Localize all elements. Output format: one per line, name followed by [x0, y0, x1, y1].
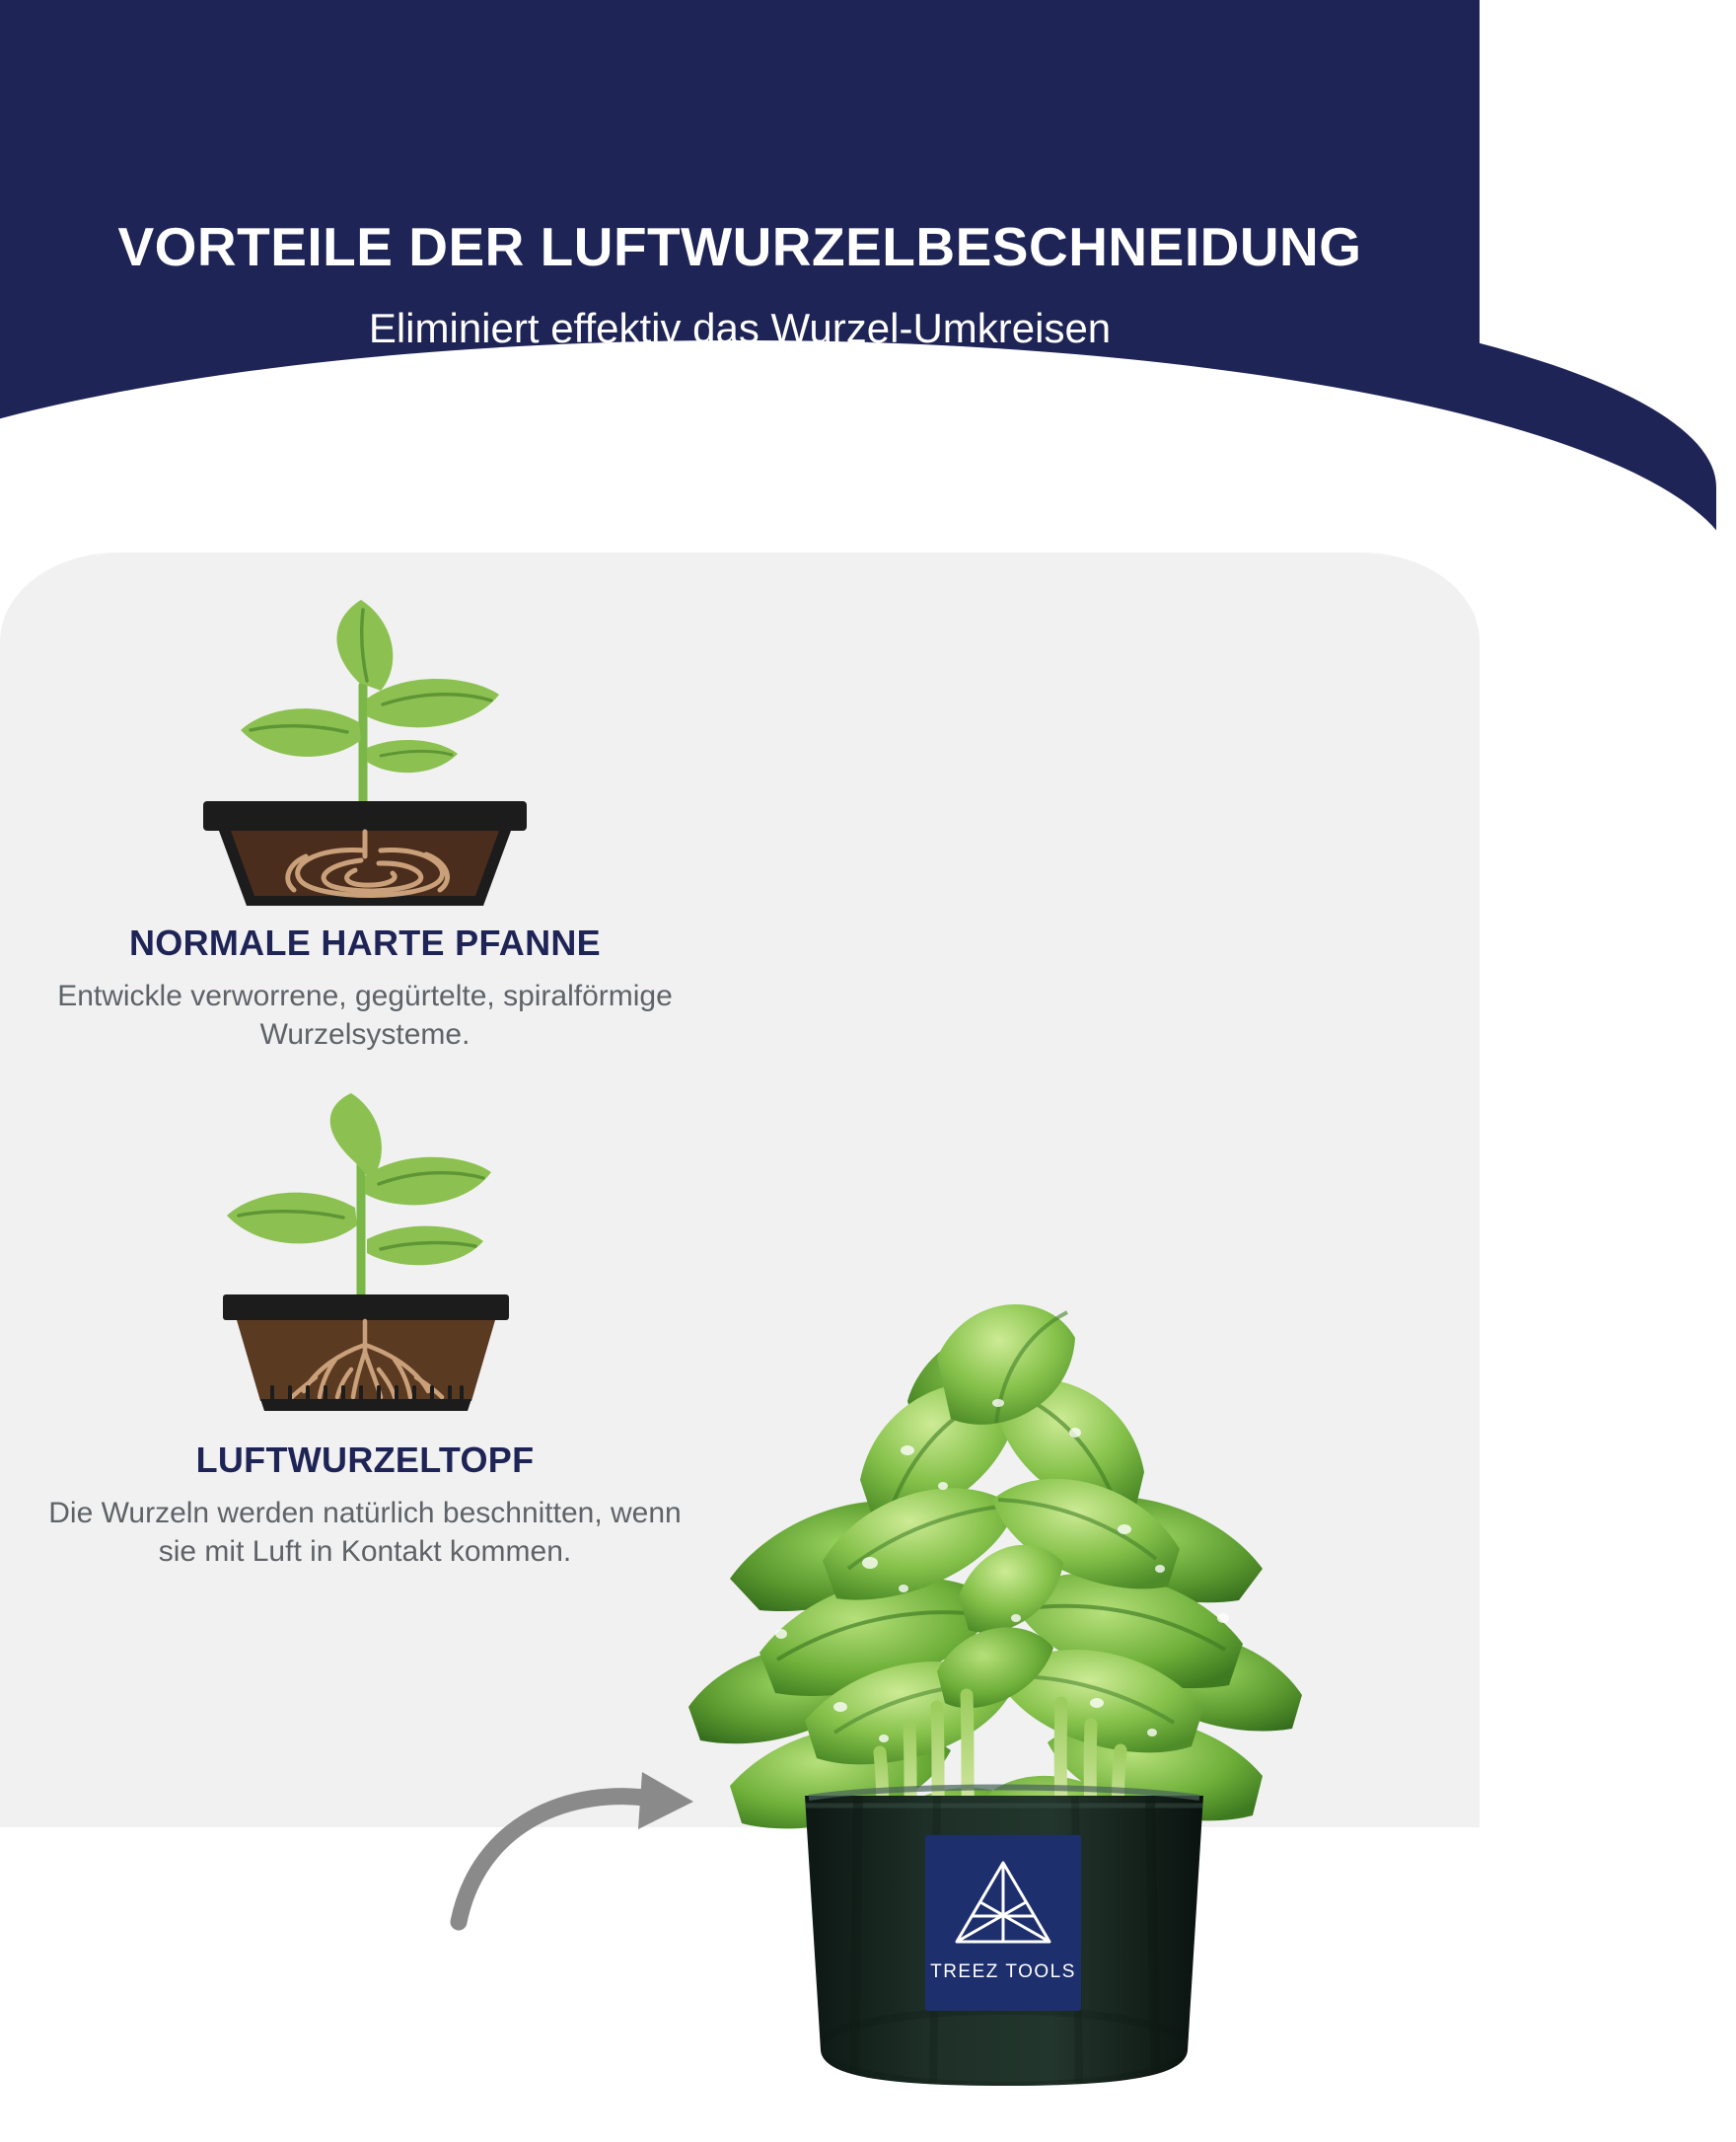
comparison-title-hard-pot: NORMALE HARTE PFANNE — [128, 923, 601, 963]
page-subtitle: Eliminiert effektiv das Wurzel-Umkreisen — [368, 304, 1112, 351]
comparison-item-air-pot — [39, 1105, 690, 1572]
comparison-column — [39, 553, 690, 1827]
pot-brand-text: TREEZ TOOLS — [930, 1961, 1076, 1982]
fabric-pot-seedling-with-pruned-roots-icon — [39, 1105, 690, 1431]
content-panel-inner — [0, 553, 1480, 1982]
comparison-item-hard-pot — [39, 592, 690, 1055]
hosta-plant-in-fabric-grow-bag-photo — [612, 1154, 1391, 2141]
header-banner — [0, 0, 1480, 592]
curved-arrow-icon — [449, 1766, 735, 1934]
comparison-desc-hard-pot: Entwickle verworrene, gegürtelte, spiralförmige Wurzelsysteme. — [57, 979, 673, 1052]
content-panel — [0, 553, 1480, 1982]
comparison-title-air-pot: LUFTWURZELTOPF — [195, 1440, 535, 1480]
page-title: VORTEILE DER LUFTWURZELBESCHNEIDUNG — [117, 216, 1362, 277]
header-text-group — [0, 0, 1480, 351]
potted-seedling-with-circling-roots-icon — [39, 592, 690, 918]
comparison-desc-air-pot: Die Wurzeln werden natürlich beschnitten, wenn sie mit Luft in Kontakt kommen. — [48, 1496, 682, 1569]
